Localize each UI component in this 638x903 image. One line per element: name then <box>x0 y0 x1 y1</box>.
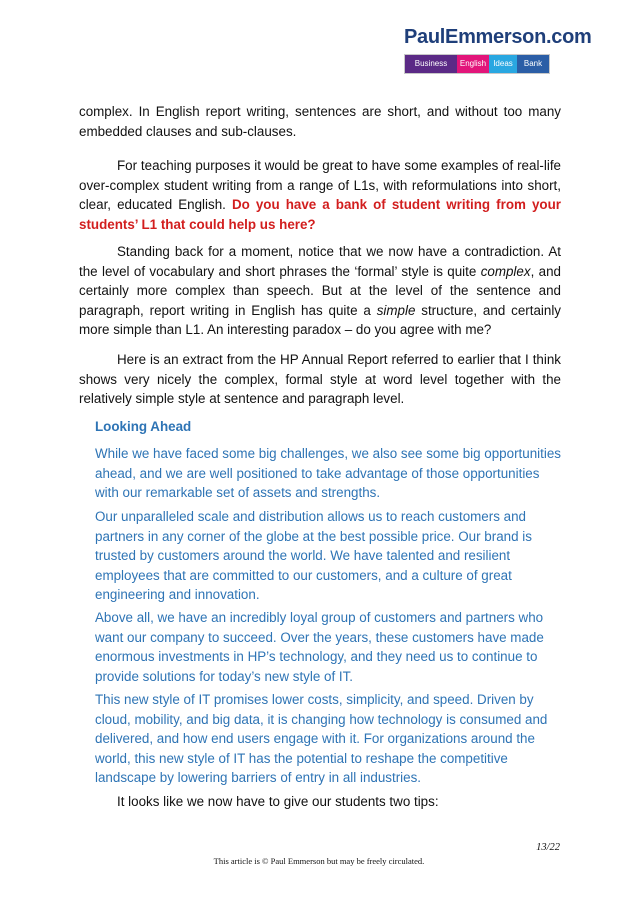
logo-tagline-bar <box>404 54 550 74</box>
paragraph-3-text-b: , and certainly more complex than speech. But at the level of the sentence and paragraph, report writing in English has quite a <box>79 263 561 318</box>
quote-paragraph-3 <box>95 608 565 686</box>
site-logo <box>404 26 592 80</box>
quote-heading: Looking Ahead <box>95 419 192 434</box>
paragraph-3-text-c: structure, and certainly more simple than L1. An interesting paradox – do you agree with me? <box>79 302 561 337</box>
paragraph-2 <box>79 156 561 234</box>
logo-bar-ideas: Ideas <box>489 55 517 73</box>
quote-paragraph-2 <box>95 507 565 605</box>
paragraph-1 <box>79 102 561 141</box>
logo-bar-english: English <box>457 55 489 73</box>
page-number: 13/22 <box>536 842 560 853</box>
paragraph-3-text-a: Standing back for a moment, notice that we now have a contradiction. At the level of vocabulary and short phrases the ‘formal’ style is quite <box>79 244 561 279</box>
paragraph-1-text: complex. In English report writing, sentences are short, and without too many embedded clauses and sub-clauses. <box>79 104 561 139</box>
logo-bar-bank: Bank <box>517 55 549 73</box>
logo-title: PaulEmmerson.com <box>404 26 592 48</box>
quote-paragraph-4-text: This new style of IT promises lower costs, simplicity, and speed. Driven by cloud, mobility, and big data, it is changing how technology is consumed and delivered, and how end users engage with it. For organizations around the world, this new style of IT has the potential to reshape the competitive landscape by lowering barriers of entry in all industries. <box>95 692 548 785</box>
quote-paragraph-1-text: While we have faced some big challenges, we also see some big opportunities ahead, and we are well positioned to take advantage of those opportunities with our remarkable set of assets and strengths. <box>95 446 561 500</box>
copyright-footer: This article is © Paul Emmerson but may be freely circulated. <box>213 856 425 866</box>
quote-paragraph-2-text: Our unparalleled scale and distribution allows us to reach customers and partners in any corner of the globe at the best possible price. Our brand is trusted by customers around the world. We have talented and resilient employees that are committed to our customers, and a culture of great engineering and innovation. <box>95 509 532 602</box>
tips-line: It looks like we now have to give our students two tips: <box>117 794 439 809</box>
paragraph-3 <box>79 242 561 340</box>
paragraph-2-text: For teaching purposes it would be great to have some examples of real-life over-complex student writing from a range of L1s, with reformulations into short, clear, educated English. <box>79 158 561 212</box>
quote-paragraph-1 <box>95 444 565 503</box>
logo-bar-business: Business <box>405 55 457 73</box>
paragraph-4-text: Here is an extract from the HP Annual Report referred to earlier that I think shows very nicely the complex, formal style at word level together with the relatively simple style at sentence and paragraph level. <box>79 352 561 406</box>
quote-paragraph-3-text: Above all, we have an incredibly loyal group of customers and partners who want our company to succeed. Over the years, these customers have made enormous investments in HP’s technology, and they need us to continue to provide solutions for today’s new style of IT. <box>95 610 544 684</box>
paragraph-4 <box>79 350 561 409</box>
paragraph-3-em-simple: simple <box>376 302 416 318</box>
paragraph-2-highlight: Do you have a bank of student writing from your students’ L1 that could help us here? <box>79 197 562 232</box>
quote-paragraph-4 <box>95 690 565 788</box>
paragraph-3-em-complex: complex <box>480 263 531 279</box>
